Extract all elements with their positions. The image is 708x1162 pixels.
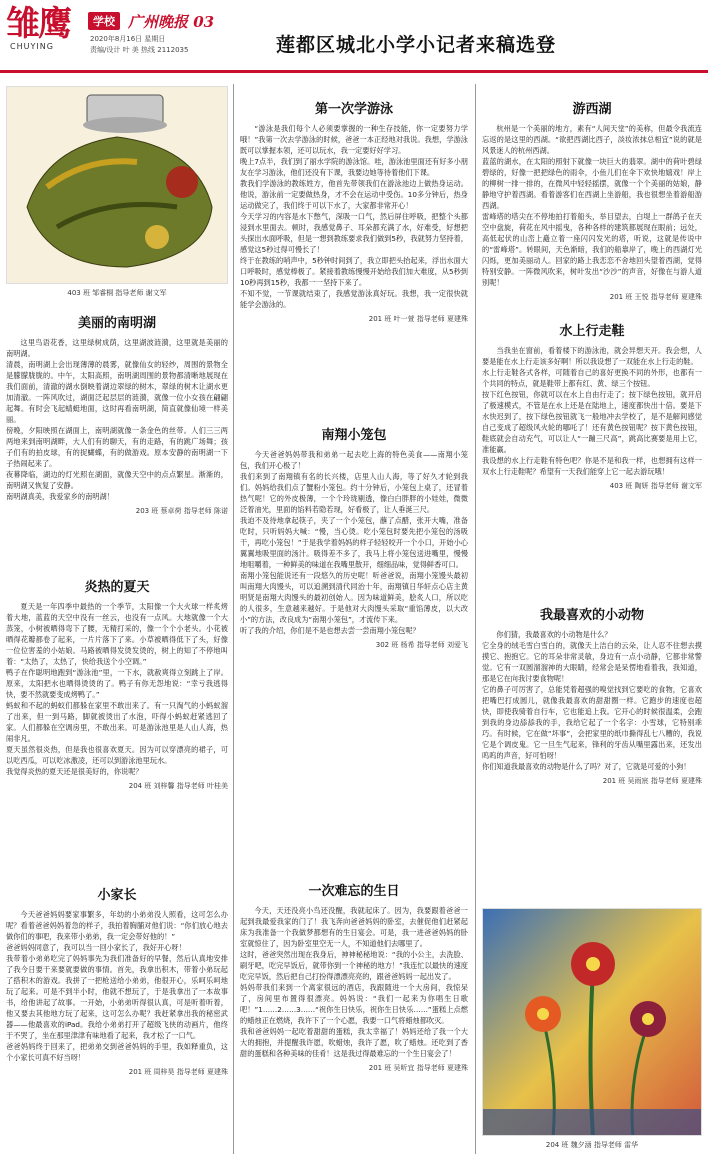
article-summer [6, 576, 228, 791]
header-rule [0, 70, 708, 73]
article-title: 美丽的南明湖 [77, 316, 156, 331]
article-body: 这里鸟语花香，这里绿树成荫，这里湖波涟漪，这里就是美丽的南明湖。 清晨，南明湖上会出现薄薄的晨雾，就像仙女的轻纱，周围的景物全是朦朦胧胧的。中午，太阳高照，南明湖周围的景物都清晰地展现在我们面前，清澈的湖水倒映着湖边翠绿的树木，翠绿的树木让湖水更加清澈。一阵风吹过，湖面泛起层层的涟漪，就像一位小女孩在翩翩起舞。有时会飞起蜻蜓地面，这时再看南明湖，简直就像仙境一样美丽。 傍晚，夕阳映照在湖面上，南明湖就像一条金色的丝带。人们三三两两地来到南明湖畔，大人们有的聊天，有的走路，有的跳广场舞；孩子们有的拍皮球，有的捉蝴蝶，有的做游戏。原本安静的南明湖一下子热闹起来了。 夜幕降临，湖边的灯光照在湖面，就像天空中的点点繁星。渐渐的，南明湖又恢复了安静。 南明湖真美，我爱家乡的南明湖！ [6, 338, 228, 501]
article-body: 今天爸爸妈妈要家事繁多，年幼的小弟弟没人照看，这可怎么办呢？看着爸爸妈妈着急的样子，我拍着胸脯对他们说：“你们放心地去做你们的事吧，我来带小弟弟，我一定会带好他的！” 爸爸妈妈同意了，我可以当一回小家长了，我好开心呀！ 我带着小弟弟吃完了妈妈事先为我们准备好的早餐，然后认真地安排了我今日要干来要就要做的事情。首先，我拿出积木，带着小弟玩起了搭积木的游戏。我拼了一把枪送给小弟弟，他很开心，乐呵乐呵地玩了起来。可是不到半小时，他就不想玩了，于是我拿出了一本故事书，给他讲起了故事。一开始，小弟弟听得很认真，可是听着听着，他又要去其他地方玩了起来，这可怎么办呢？我赶紧拿出我的秘密武器——他最喜欢的iPad。我给小弟弟打开了超级飞侠的动画片，他终于不哭了，坐在那里津津有味地看了起来，我才松了一口气。 爸爸妈妈终于回来了，把弟弟交到爸爸妈妈的手里，我如释重负，这个小家长可真不好当呀！ [6, 910, 228, 1062]
article-body: 今天，天还没亮小鸟还没醒，我就起床了。因为，我要跟着爸爸一起到我最爱我家的门了！我飞奔向爸爸妈妈的卧室，去催促他们赶紧起床为我准备一个我做梦都想有的生日宴会。可是，我一进爸爸妈妈的卧室就惊住了，因为卧室里空无一人，不知道他们去哪里了。 这时，爸爸突然出现在我身后，神神秘秘地说：“我的小公主，去洗脸、刷牙吧，吃完早饭后，就带你到一个神秘的地方！”我连忙以最快的速度吃完早饭，然后把自己打扮得漂漂亮亮的，跟爸爸妈妈一起出发了。 妈妈带我们来到一个离家很远的酒店，我跟随进一个大房间，我惊呆了，房间里布置得很漂亮。妈妈说：“我们一起来为你唱生日歌吧！”1……2……3……“祝你生日快乐，祝你生日快乐……”蛋糕上点燃的蜡烛正在燃烧，我许下了一个心愿，我要一口气将蜡烛都吹灭。 我和爸爸妈妈一起吃着甜甜的蛋糕，我太幸福了！妈妈还给了我一个大大的拥抱，并提醒我许愿，吹蜡烛，我许了愿，吹了蜡烛。还吃到了香甜的蛋糕和各种美味的佳肴！这是我过得最难忘的一个生日宴会了！ [240, 906, 468, 1058]
article-byline: 203 班 蔡卓荷 指导老师 陈诺 [135, 507, 228, 515]
article-body: 你们猜，我最喜欢的小动物是什么？ 它全身的绒毛雪白雪白的，就像天上洁白的云朵，让人忍不住想去摸摸它、抱抱它。它的耳朵非常灵敏，身边有一点小动静，它都非常警觉。它有一双圆溜溜神的大眼睛，经常会是呆愣地看着我，我知道，那是它在向我讨要食物呢！ 它的鼻子可厉害了，总能凭着超强的嗅觉找到它要吃的食物，它喜欢把嘴巴打成圆儿，就像我最喜欢的甜甜圈一样。它跑步的速度也超快，即使我骑着自行车，它也能追上我。它开心的时候很温柔，会跑到我的身边舔舔我的手，我给它起了一个名字：小雪球，它特别乖巧。有时候，它在做“坏事”，会把家里的纸巾撕得乱七八糟的，我说它是个调皮鬼。它一旦生气起来，锋利的牙齿从嘴里露出来，还发出呜呜的声音，好可怕呀！ 你们知道我最喜欢的动物是什么了吗？对了，它就是可爱的小狗！ [482, 630, 702, 771]
article-byline: 201 班 叶一萱 指导老师 夏建殊 [368, 315, 468, 323]
article-byline: 201 班 周梓昊 指导老师 夏建殊 [128, 1068, 228, 1076]
date-line: 2020年8月16日 星期日 [90, 35, 166, 43]
article-title: 南翔小笼包 [321, 428, 387, 443]
article-housekeeper [6, 884, 228, 1077]
article-byline: 201 班 王悦 指导老师 夏建殊 [609, 293, 702, 301]
logo-text: 雏鹰 [6, 4, 70, 44]
article-body: 夏天是一年四季中最热的一个季节，太阳像一个大火球一样炙烤着大地，蓝蓝的天空中没有一丝云，也没有一点风。大地就像一个大蒸笼，小树被晒得弯下了腰，无精打采的，像一个个小老头。小花被晒得花瓣都卷了起来，一片片落下了来。小草被晒得低下了头，好像一位位害羞的小姑娘。马路被晒得发烫发烫的，树上的知了不停地叫着：“太热了，太热了，快给我送个小空调。” 鸭子在作聪明地跑到“游泳池”里，一下水，就赦爽得立刻跳上了岸。原来，太阳把水也晒得烫烫的了。鸭子有你无怨地说：“幸亏我逃得快，要不然就要变成烤鸭了。” 蚂蚁和不起的蚂蚁们都躲在家里不敢出来了。有一只淘气的小蚂蚁溜了出来，但一到马路，脚就被烫出了水泡，吓得小蚂蚁赶紧逃回了家。人们都躲在空调房里，不敢出来。可是游泳池里是人山人海，热闹非凡。 夏天虽然很炎热，但是我也很喜欢夏天。因为可以穿漂亮的裙子，可以吃西瓜，可以吃冰激凌，还可以到游泳池里玩水。 我觉得炎热的夏天还是很美好的，你说呢？ [6, 602, 228, 776]
article-title: 小家长 [97, 888, 137, 903]
article-body: 杭州是一个美丽的地方，素有“人间天堂”的美称，但最令我流连忘返的是这里的西湖。“欲把西湖比西子，淡妆浓抹总相宜”说的就是风景迷人的杭州西湖。 蓝蓝的湖水，在太阳的照射下就像一块巨大的翡翠。湖中的荷叶碧绿碧绿的，好像一把把绿色的雨伞，小鱼儿们在伞下欢快地嬉戏！岸上的柳树一排一排的，在微风中轻轻摇摆，就像一个个美丽的姑娘，静静地守护着西湖。看着游客们在西湖上坐游船，我也很想坐着游船游西湖。 雷峰塔的塔尖在不停地拍打着船头，举目望去，白堤上一群鸽子在天空中盘旋，荷花在风中摇曳，各种各样的建筑都展现在眼前；远处，高低起伏的山峦上矗立着一座闪闪发光的塔，听说，这就是传说中的“雷峰塔”。转眼间，天色渐暗，我们的船靠岸了，晚上的西湖灯光闪烁，更加美丽动人。回家的路上我恋恋不舍地回头望着西湖，觉得特别安静。一阵微风吹来，树叶发出“沙沙”的声音，好像在与游人道别呢！ [482, 124, 702, 287]
article-westlake [482, 98, 702, 302]
article-birthday [240, 880, 468, 1073]
article-pet [482, 604, 702, 786]
article-byline: 201 班 吴昕宜 指导老师 夏建殊 [368, 1064, 468, 1072]
article-title: 第一次学游泳 [314, 102, 393, 117]
article-title: 我最喜欢的小动物 [539, 608, 644, 623]
article-body: 当我坐在窗前，看着楼下的游泳池，就会异想天开。我会想，人要是能在水上行走该多好啊！所以我设想了一双能在水上行走的鞋。 水上行走鞋各式各样，可随着自己的喜好更换不同的外形，也都有一个共同的特点，就是鞋带上都有红、黄、绿三个按钮。 按下红色按钮，你就可以在水上自由行走了；按下绿色按钮，就开启了极速模式，不管是在水上还是在陆地上，速度都快出十倍。要是下水快迟到了，按下绿色按钮就飞一般地冲去学校了，是不是解间感觉自己变成了超级风火轮的哪吒了！还有黄色按钮呢？按下黄色按钮，鞋底就会自动充气，可以让人“一蹦三尺高”，跳高比赛要是用上它，准能赢。 我设想的水上行走鞋有特色吧？你是不是和我一样，也想拥有这样一双水上行走鞋呢？希望有一天我们能穿上它一起去游玩哦！ [482, 346, 702, 476]
article-lake [6, 312, 228, 516]
column-divider [233, 84, 234, 1154]
article-byline: 201 班 吴雨宸 指导老师 夏建殊 [602, 777, 702, 785]
article-byline: 403 班 陶妍 指导老师 谢文军 [609, 482, 702, 490]
article-title: 游西湖 [572, 102, 612, 117]
painting-fruit-image [6, 86, 228, 284]
article-body: “游泳是我们每个人必须要掌握的一种生存技能，你一定要努力学哦！”我第一次去学游泳的时候，爸爸一本正经地对我说。我想，学游泳既可以掌握本领，还可以玩水，我一定要好好学习。 晚上7点半，我们到了丽水学院的游泳馆。哇，游泳池里面还有好多小朋友在学习游泳，他们还没有下课，我要边她等待着他们下课。 教我们学游泳的教练姓方，他首先带领我们在游泳池边上做热身运动。他说，游泳前一定要做热身，才不会在运动中受伤。10多分钟后，热身运动做完了，我们终于可以下水了，大家都非常开心！ 今天学习的内容是水下憋气，深吸一口气，然后屏住呼吸，把整个头都浸到水里面去。顿时，我感觉鼻子、耳朵都充满了水，好难受，好想把头探出水面呼吸，但是一想到教练要求我们做到5秒，我就努力坚持着，感觉这5秒过得可慢长了！ 终于在教练的哨声中，5秒钟时间到了，我立即把头抬起来，浮出水面大口呼吸时，感觉棒极了。紧接着教练慢慢开始给我们加大难度，从5秒到10秒再到15秒，我都一一坚持下来了。 不知不觉，一节课就结束了，我感觉游泳真好玩。我想，我一定很快就能学会游泳的。 [240, 124, 468, 309]
painting-flowers-caption: 204 班 魏夕涵 指导老师 雷华 [545, 1141, 639, 1149]
article-byline: 302 班 杨希 指导老师 刘爱飞 [375, 641, 468, 649]
article-body: 今天爸爸妈妈带我和弟弟一起去吃上海的特色美食——南翔小笼包，我们开心极了！ 我们来到了南翔镇有名的长兴楼，店里人山人海，等了好久才轮到我们。妈妈给我们点了蟹粉小笼包。约十分钟后，小笼包上桌了，还冒着热气呢！它的外皮极薄，一个个玲珑剔透，像白白胖胖的小娃娃，微微泛着油光，里面的馅料若隐若现，好看极了，让人垂涎三尺。 我迫不及待地拿起筷子，夹了一个小笼包，蘸了点醋，张开大嘴，准备吃时，只听妈妈大喊：“慢，当心烫。吃小笼包时要先把小笼包的汤吸干，再吃小笼包！”于是我学着妈妈的样子轻轻咬开一个小口，开始小心翼翼地吸里面的汤汁。吸得差不多了，我马上将小笼包送进嘴里，慢慢地咀嚼着，一种鲜美的味道在我嘴里散开，细细品味，觉得鲜香可口。 南翔小笼包能说还有一段悠久的历史呢！听爸爸说，南翔小笼馒头最初叫南翔大肉馒头，可以追溯到清代同治十年，南翔镇日华轩点心店主黄明贤是南翔大肉馒头的最初创始人。因为味道鲜美，脍炙人口，所以吃的人很多，生意越来越好。于是他对大肉馒头采取“重馅薄皮，以大改小”的方法，改良成为“南翔小笼包”，才流传下来。 听了我的介绍，你们是不是也想去尝一尝南翔小笼包呢？ [240, 450, 468, 635]
article-title: 水上行走鞋 [559, 324, 625, 339]
article-title: 炎热的夏天 [84, 580, 150, 595]
masthead-logo [6, 6, 80, 56]
section-tag: 学校 [88, 12, 120, 30]
article-byline: 204 班 刘梓馨 指导老师 叶桂美 [128, 782, 228, 790]
article-title: 一次难忘的生日 [308, 884, 400, 899]
article-xiaolongbao [240, 424, 468, 650]
column-divider [475, 84, 476, 1154]
painting-fruit-caption: 403 班 邹睿桐 指导老师 谢文军 [67, 289, 167, 297]
painting-flowers-image [482, 908, 702, 1136]
article-swim [240, 98, 468, 324]
paper-name: 广州晚报 03 [128, 13, 215, 31]
article-watershoes [482, 320, 702, 491]
logo-en: CHUYING [10, 42, 54, 51]
page-headline: 莲都区城北小学小记者来稿选登 [276, 34, 557, 56]
editor-line: 责编/设计 叶 美 热线 2112035 [90, 46, 189, 54]
